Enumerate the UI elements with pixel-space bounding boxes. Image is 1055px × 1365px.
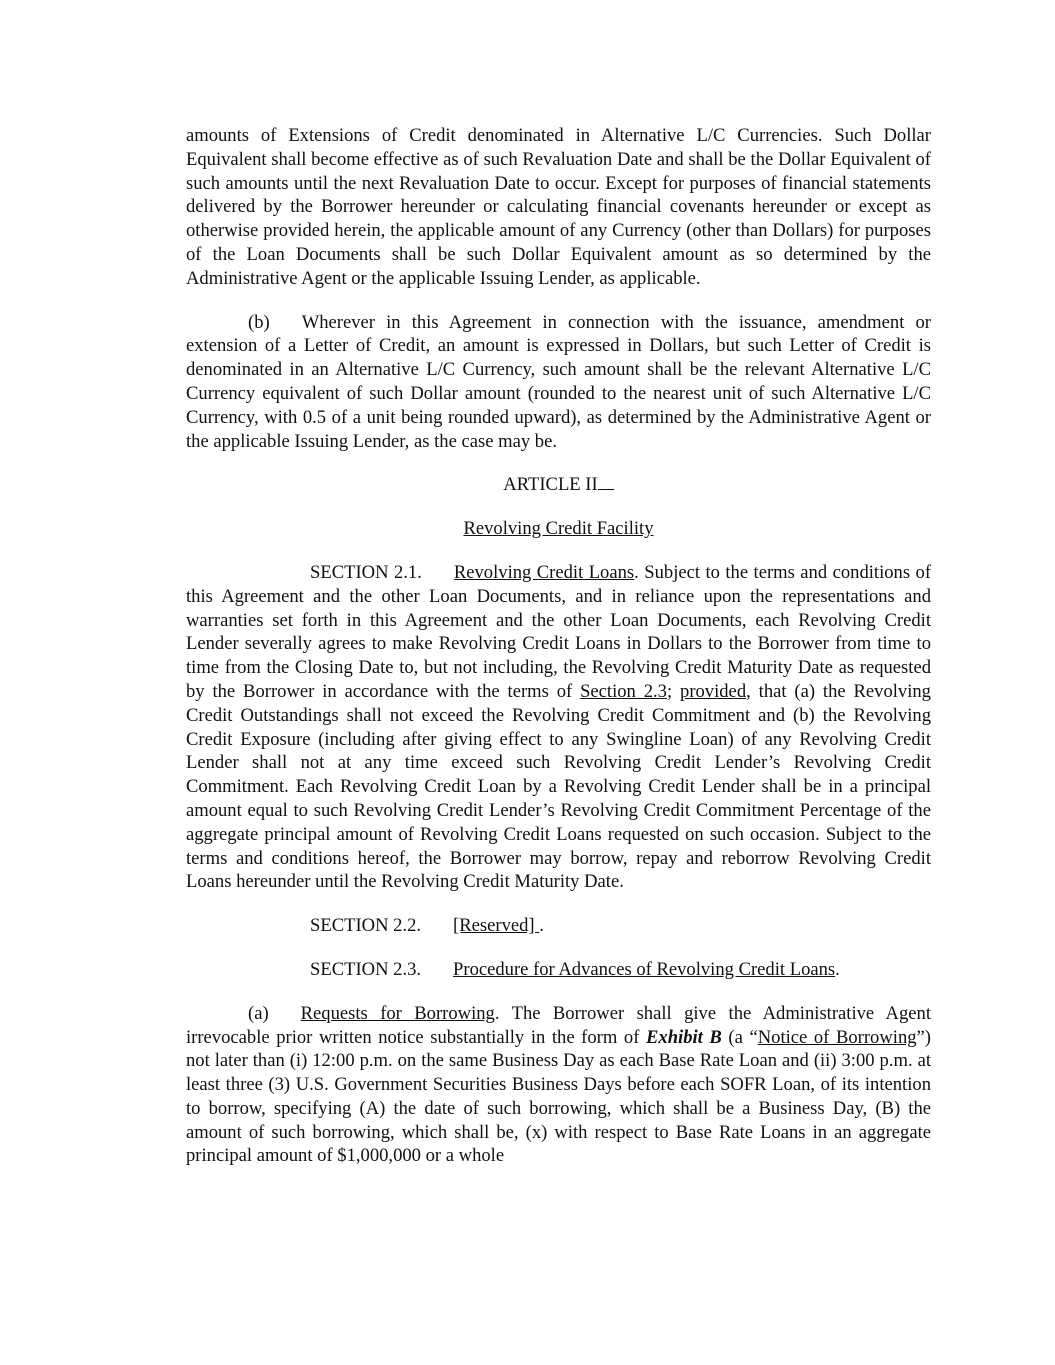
section-number: SECTION 2.3. — [310, 958, 422, 980]
heading-blank-line — [598, 474, 614, 490]
provided-term: provided — [680, 680, 747, 702]
exhibit-reference: Exhibit B — [646, 1026, 722, 1048]
notice-term: Notice of Borrowing — [757, 1026, 917, 1048]
paragraph-b-letter-of-credit — [186, 311, 931, 454]
paragraph-title: Requests for Borrowing — [300, 1002, 495, 1024]
section-reference: Section 2.3 — [580, 680, 667, 702]
section-number: SECTION 2.2. — [310, 915, 422, 937]
section-title: Revolving Credit Loans — [453, 561, 635, 583]
article-heading: ARTICLE II — [186, 473, 931, 497]
paragraph-a-requests-for-borrowing: (a) Requests for Borrowing. The Borrower shall give the Administrative Agent irrevocable prior written notice substantially in the form of Exhibit B (a “Notice of Borrowing”) not later than (i) 12:00 p.m. on the same Business Day as each Base Rate Loan and (ii) 3:00 p.m. at least three (3) U.S. Government Securities Business Days before each SOFR Loan, of its intention to borrow, specifying (A) the date of such borrowing, which shall be a Business Day, (B) the amount of such borrowing, which shall be, (x) with respect to Base Rate Loans in an aggregate principal amount of $1,000,000 or a whole — [186, 1002, 931, 1167]
paragraph-label: (a) — [248, 1002, 269, 1024]
section-number: SECTION 2.1. — [310, 561, 422, 583]
document-page — [186, 124, 931, 1188]
paragraph-text: Wherever in this Agreement in connection with the issuance, amendment or extension of a Letter of Credit, an amount is expressed in Dollars, but such Letter of Credit is denominated in an Alternative L/C Currency, such amount shall be the relevant Alternative L/C Currency equivalent of such Dollar amount (rounded to the nearest unit of such Alternative L/C Currency, with 0.5 of a unit being rounded upward), as determined by the Administrative Agent or the applicable Issuing Lender, as the case may be. — [186, 311, 931, 452]
section-2-1: SECTION 2.1. Revolving Credit Loans. Subject to the terms and conditions of this Agreement and the other Loan Documents, and in reliance upon the representations and warranties set forth in this Agreement and the other Loan Documents, each Revolving Credit Lender severally agrees to make Revolving Credit Loans in Dollars to the Borrower from time to time from the Closing Date to, but not including, the Revolving Credit Maturity Date as requested by the Borrower in accordance with the terms of Section 2.3; provided, that (a) the Revolving Credit Outstandings shall not exceed the Revolving Credit Commitment and (b) the Revolving Credit Exposure (including after giving effect to any Swingline Loan) of any Revolving Credit Lender shall not at any time exceed such Revolving Credit Lender’s Revolving Credit Commitment. Each Revolving Credit Loan by a Revolving Credit Lender shall be in a principal amount equal to such Revolving Credit Lender’s Revolving Credit Commitment Percentage of the aggregate principal amount of Revolving Credit Loans requested on such occasion. Subject to the terms and conditions hereof, the Borrower may borrow, repay and reborrow Revolving Credit Loans hereunder until the Revolving Credit Maturity Date. — [186, 561, 932, 893]
paragraph-dollar-equivalent: amounts of Extensions of Credit denominated in Alternative L/C Currencies. Such Dollar Equivalent shall become effective as of such Revaluation Date and shall be the Dollar Equivalent of such amounts until the next Revaluation Date to occur. Except for purposes of financial statements delivered by the Borrower hereunder or calculating financial covenants hereunder or except as otherwise provided herein, the applicable amount of any Currency (other than Dollars) for purposes of the Loan Documents shall be such Dollar Equivalent amount as so determined by the Administrative Agent or the applicable Issuing Lender, as applicable. — [186, 125, 931, 289]
section-2-2: SECTION 2.2. [Reserved] . — [310, 915, 544, 937]
section-2-3: SECTION 2.3. Procedure for Advances of Revolving Credit Loans. — [310, 958, 840, 980]
paragraph-label: (b) — [248, 311, 270, 333]
section-title: [Reserved] — [453, 915, 540, 937]
section-title: Procedure for Advances of Revolving Credit Loans — [453, 958, 836, 980]
article-title: Revolving Credit Facility — [463, 518, 654, 540]
